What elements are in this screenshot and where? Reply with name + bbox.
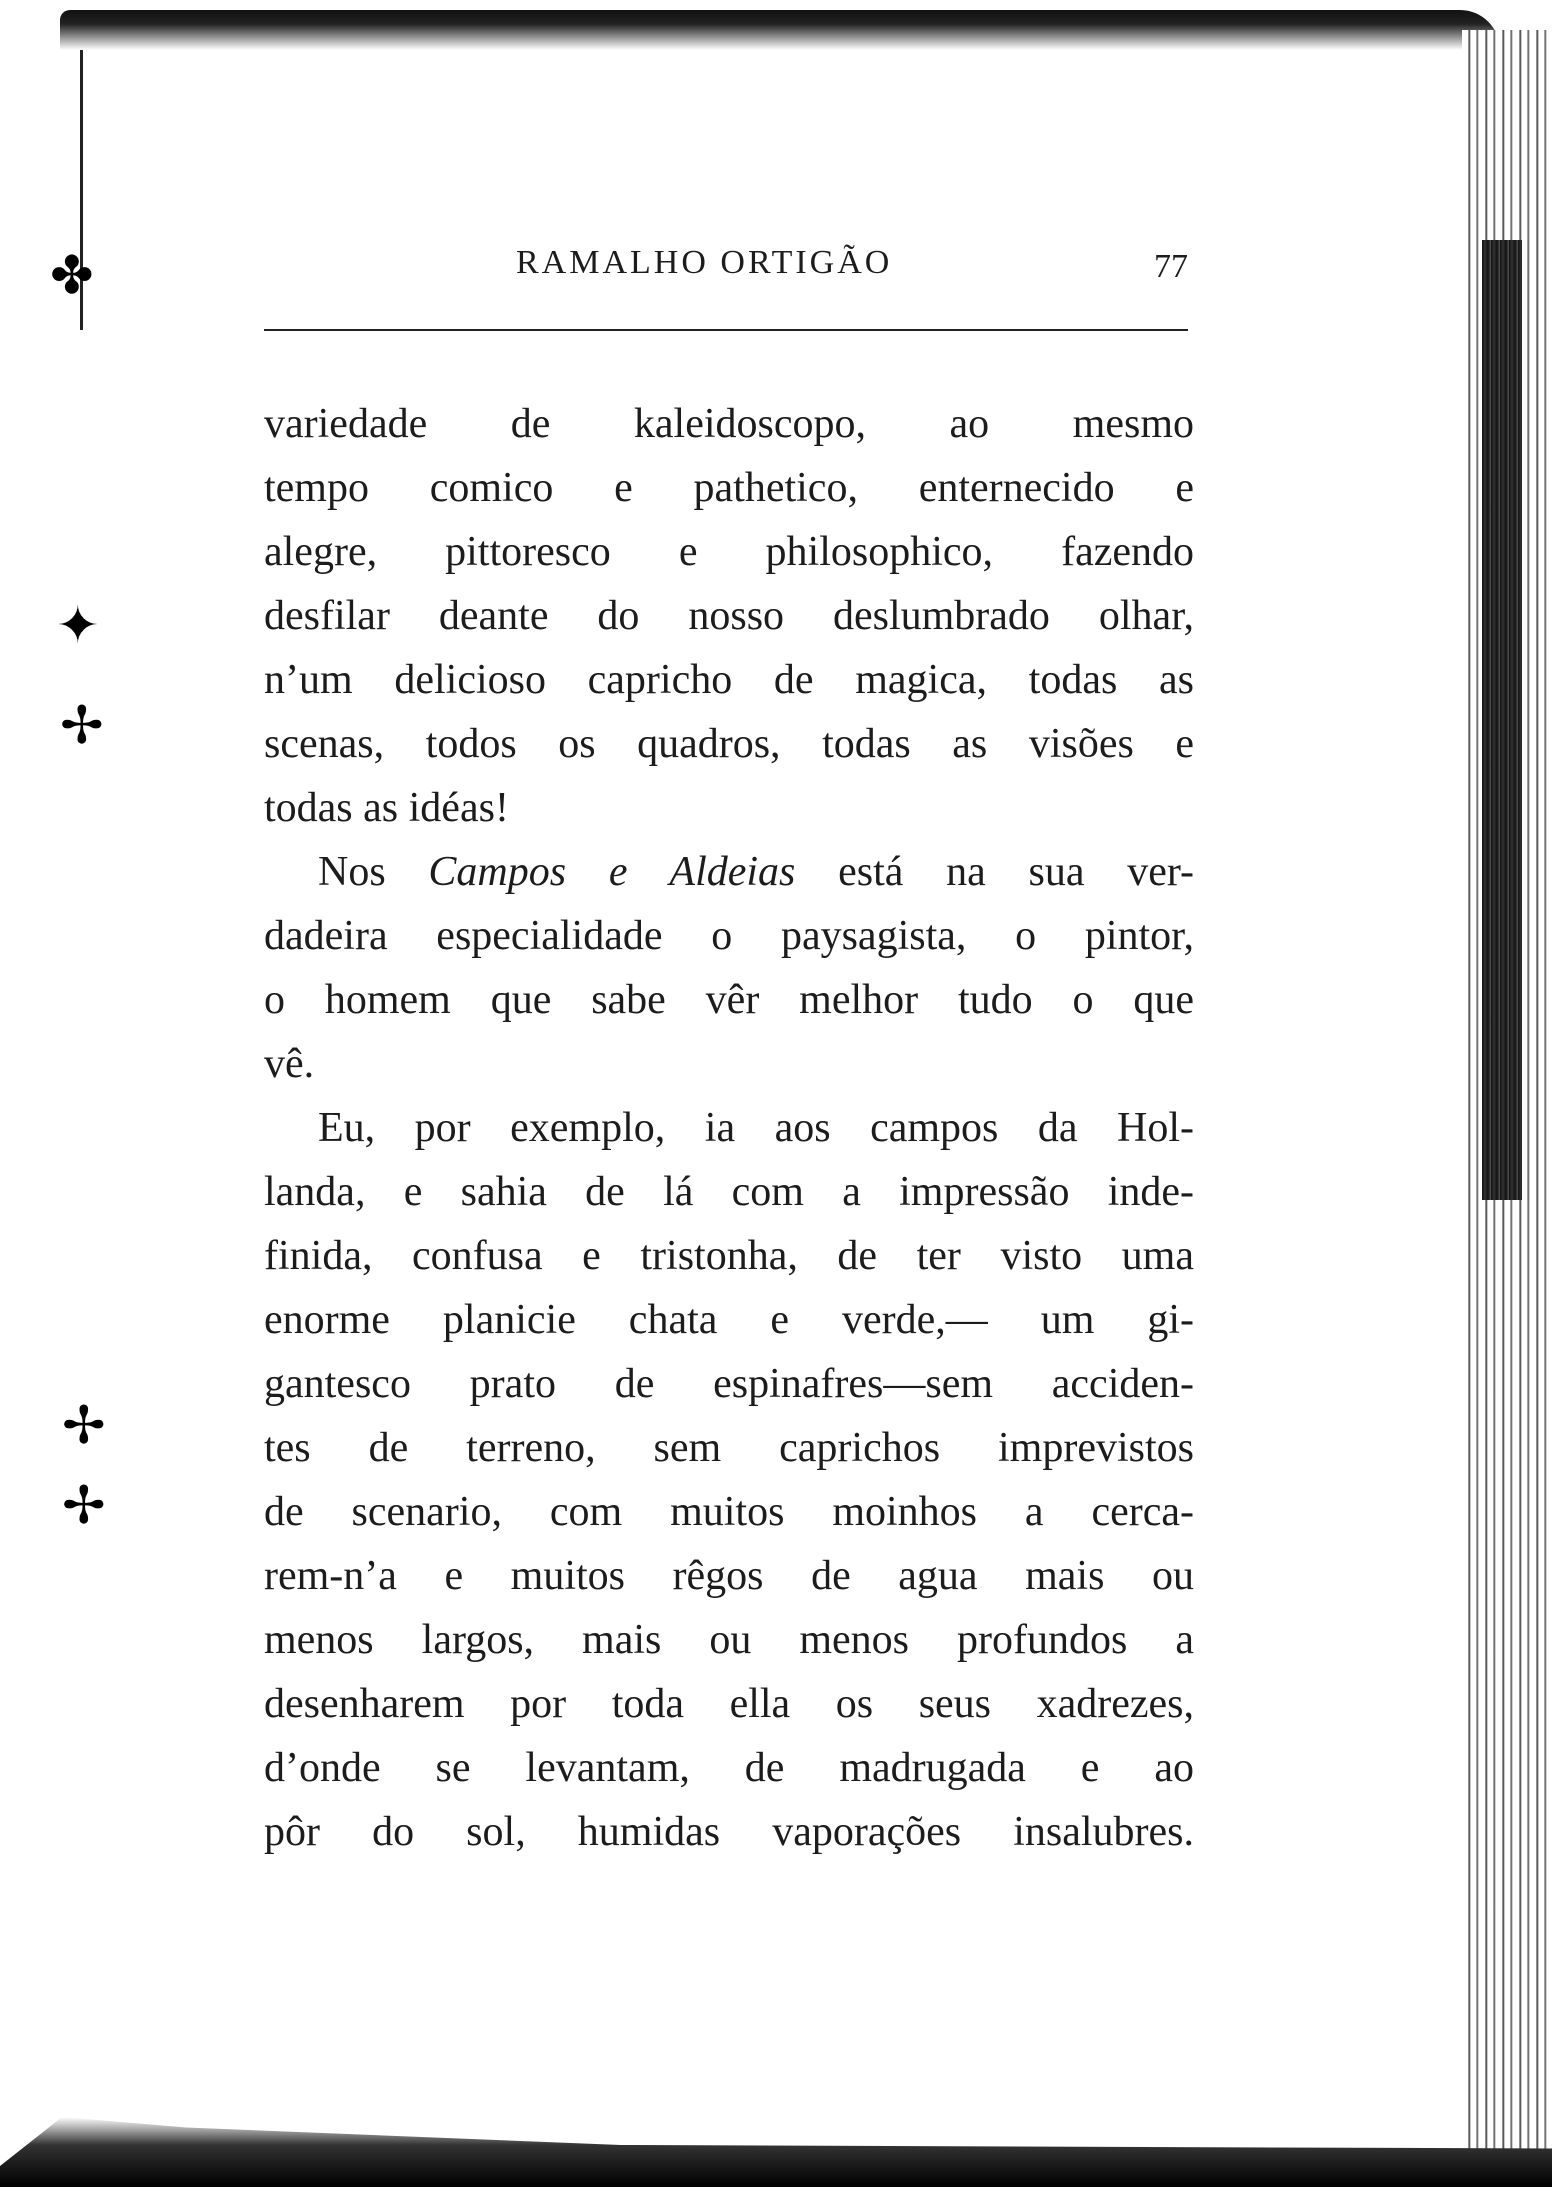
running-title: RAMALHO ORTIGÃO [516,244,893,281]
text-line: enorme planicie chata e verde,— um gi- [264,1297,1194,1343]
text-line: variedade de kaleidoscopo, ao mesmo [264,401,1194,447]
text-run: está na sua ver- [795,849,1194,895]
text-line: gantesco prato de espinafres—sem acciden- [264,1361,1194,1407]
text-line: scenas, todos os quadros, todas as visões e [264,721,1194,767]
text-run: Nos [318,849,429,895]
text-line: todas as idéas! [264,785,509,831]
page-number: 77 [1154,248,1188,285]
text-line: d’onde se levantam, de madrugada e ao [264,1745,1194,1791]
text-line: dadeira especialidade o paysagista, o pintor, [264,913,1194,959]
running-head [264,240,1194,300]
text-line: landa, e sahia de lá com a impressão inde- [264,1169,1194,1215]
text-line [264,840,1194,904]
margin-mark-icon: ✢ [60,696,104,756]
text-line: desenharem por toda ella os seus xadrezes, [264,1681,1194,1727]
margin-mark-icon: ✢ [62,1396,106,1456]
text-line: de scenario, com muitos moinhos a cerca- [264,1489,1194,1535]
text-line: desfilar deante do nosso deslumbrado olhar, [264,593,1194,639]
header-rule [264,329,1188,331]
text-line: alegre, pittoresco e philosophico, fazendo [264,529,1194,575]
book-title: Campos e Aldeias [428,849,796,895]
text-line: n’um delicioso capricho de magica, todas as [264,657,1194,703]
text-line: Eu, por exemplo, ia aos campos da Hol- [318,1105,1194,1151]
scan-shadow-right [1482,240,1522,1200]
text-line: finida, confusa e tristonha, de ter visto uma [264,1233,1194,1279]
text-line: tes de terreno, sem caprichos imprevistos [264,1425,1194,1471]
text-line: o homem que sabe vêr melhor tudo o que [264,977,1194,1023]
body-text [264,392,1194,1864]
text-line: vê. [264,1041,315,1087]
text-line: menos largos, mais ou menos profundos a [264,1617,1194,1663]
scan-edge-bottom [0,2117,1552,2187]
margin-mark-icon: ✤ [50,246,94,306]
margin-mark-icon: ✦ [56,596,100,656]
text-line: tempo comico e pathetico, enternecido e [264,465,1194,511]
margin-mark-icon: ✢ [62,1476,106,1536]
text-line: pôr do sol, humidas vaporações insalubres. [264,1809,1194,1855]
text-line: rem-n’a e muitos rêgos de agua mais ou [264,1553,1194,1599]
scan-edge-top [60,10,1500,50]
